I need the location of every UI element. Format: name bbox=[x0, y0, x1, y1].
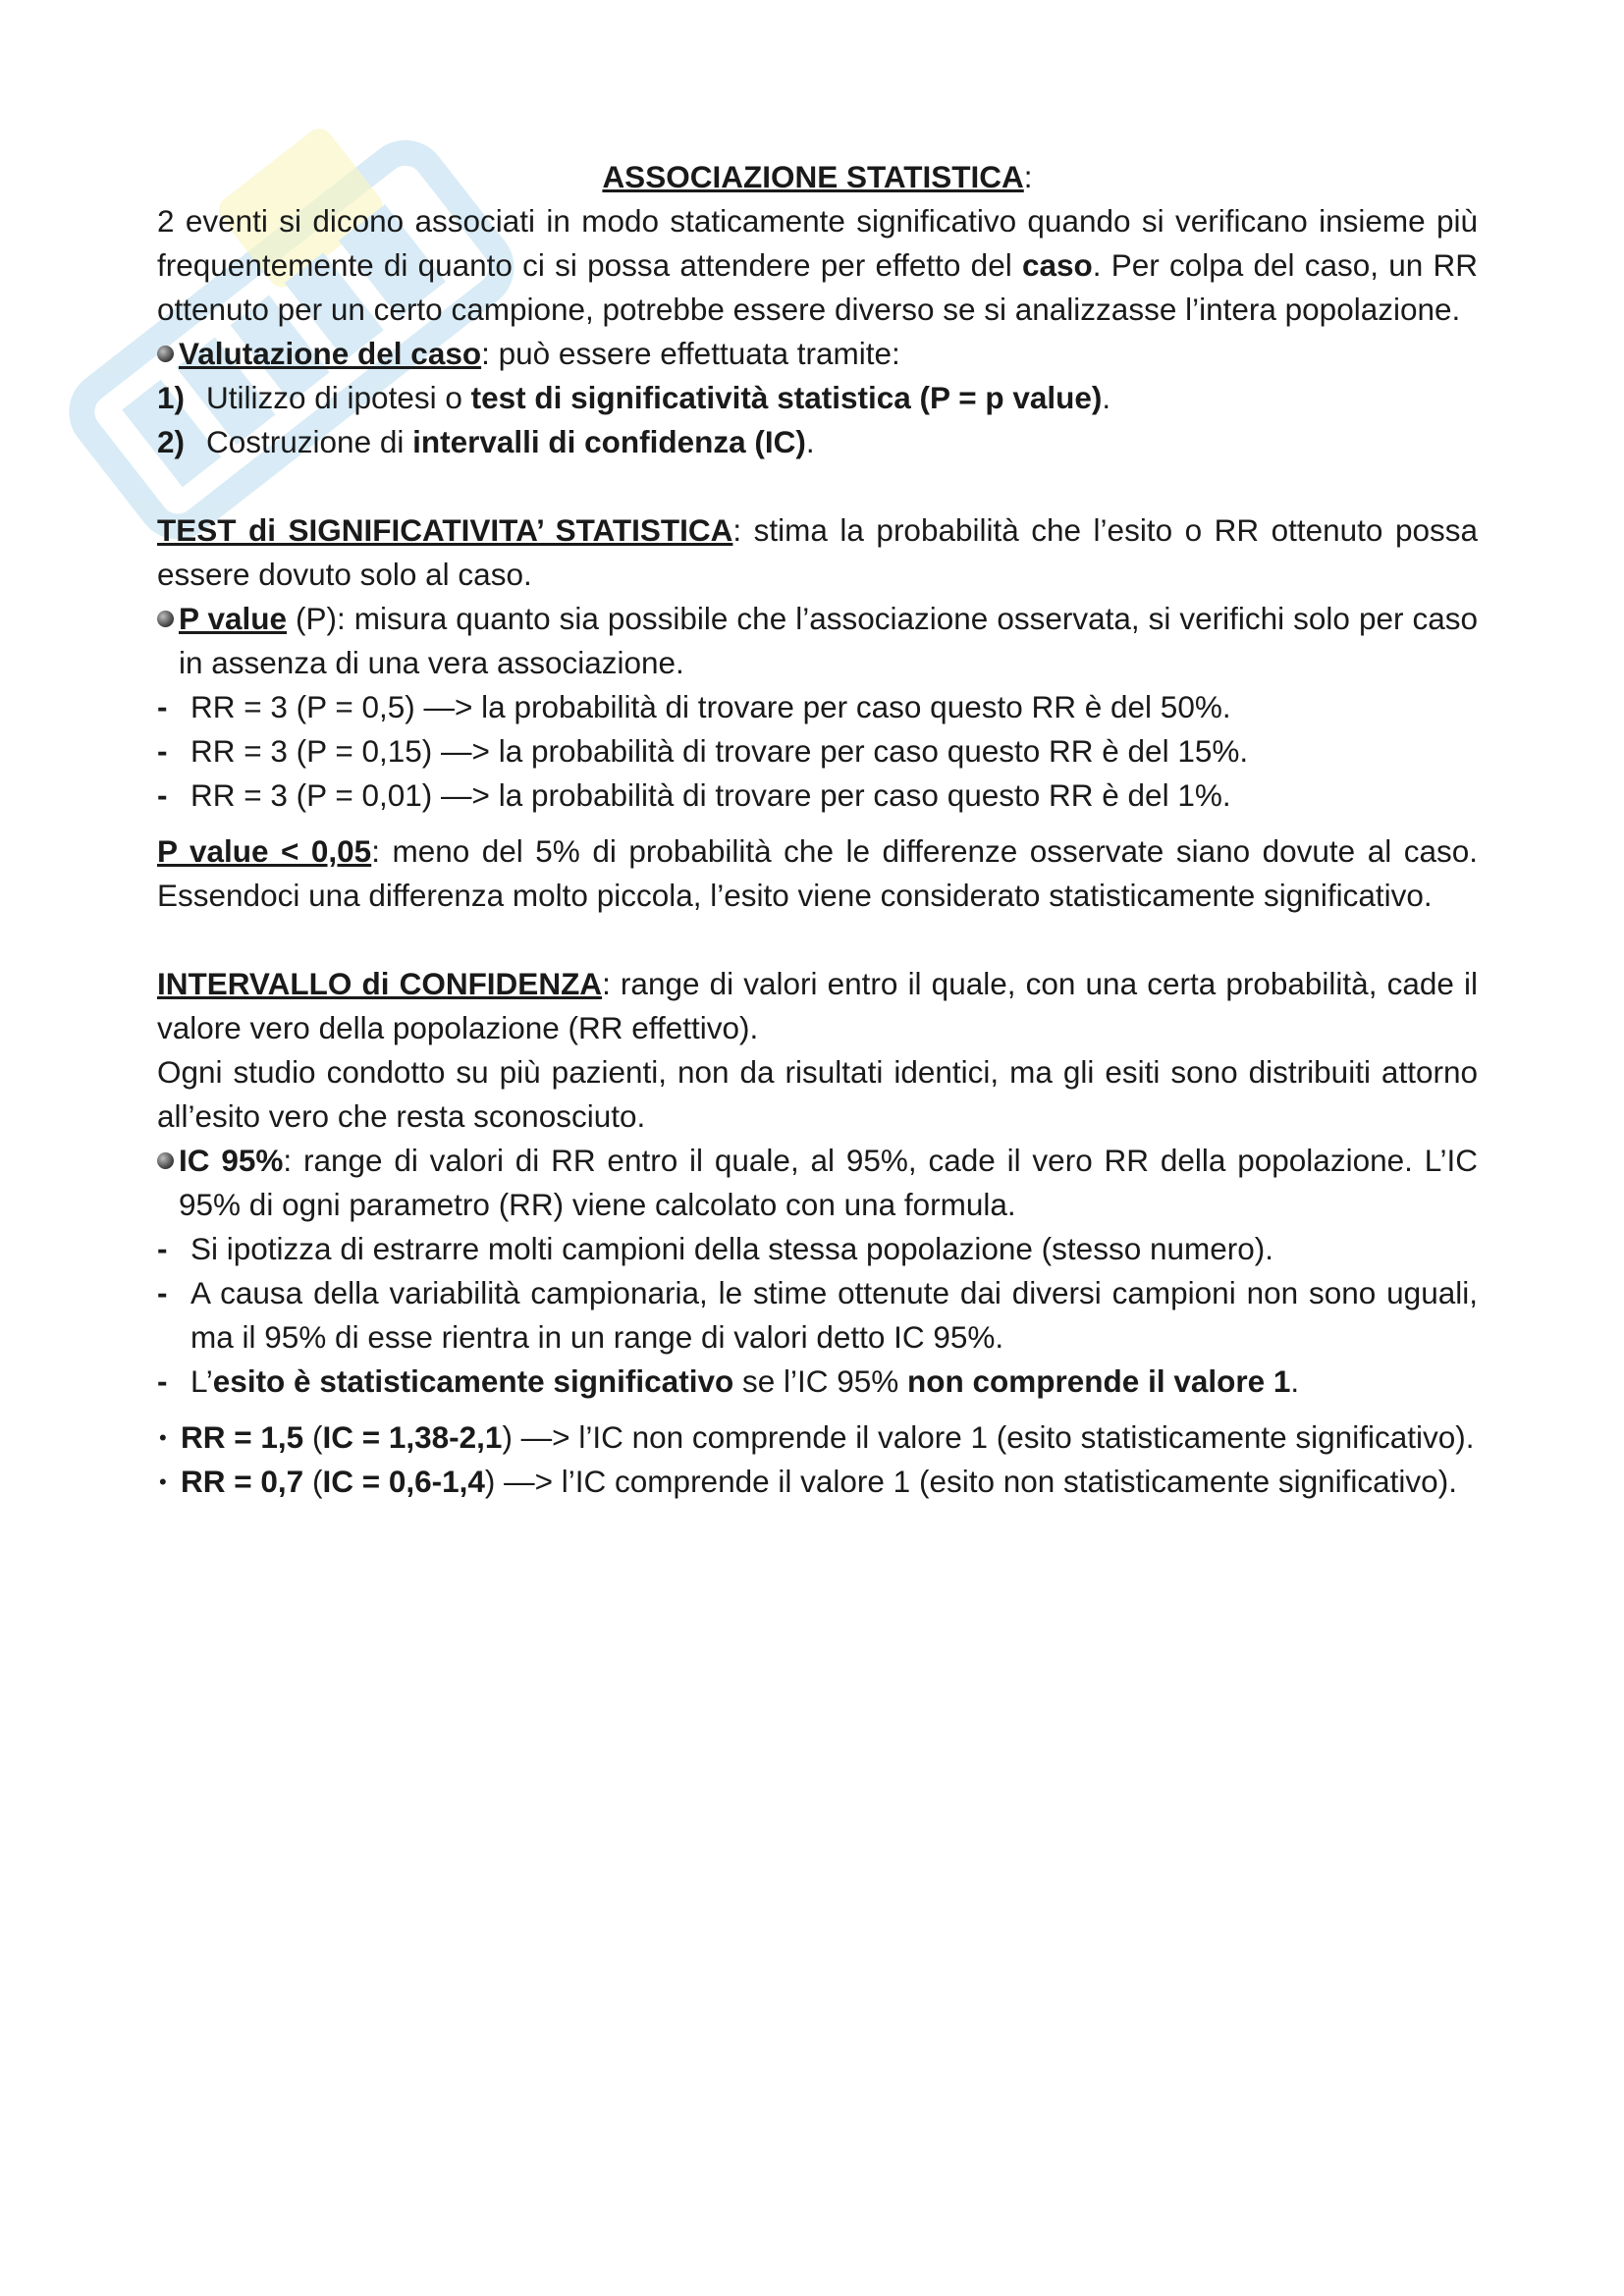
pvalue-threshold-text: : meno del 5% di probabilità che le differenze osservate siano dovute al caso. Essendoci una differenza molto piccola, l’esito viene considerato statisticamente significativo. bbox=[157, 833, 1479, 913]
ic-text: : range di valori entro il quale, con una certa probabilità, cade il valore vero della popolazione (RR effettivo). bbox=[157, 966, 1478, 1045]
number-1: 1) bbox=[157, 380, 186, 415]
ic-dash-3-c: se l’IC 95% bbox=[733, 1363, 908, 1399]
dash-marker: - bbox=[157, 689, 168, 724]
numbered-item-2 bbox=[157, 420, 1478, 464]
ic-dash-text-2: A causa della variabilità campionaria, le stime ottenute dai diversi campioni non sono uguali, ma il 95% di esse rientra in un range di valori detto IC 95%. bbox=[190, 1275, 1478, 1355]
item-2-c: . bbox=[805, 424, 815, 459]
item-2-b: intervalli di confidenza (IC) bbox=[412, 424, 806, 459]
pvalue-label: P value bbox=[179, 601, 287, 636]
ic-dash-3-d: non comprende il valore 1 bbox=[907, 1363, 1291, 1399]
item-1-a: Utilizzo di ipotesi o bbox=[206, 380, 471, 415]
example-2-ic: IC = 0,6-1,4 bbox=[322, 1464, 485, 1499]
assoc-intro bbox=[157, 199, 1478, 332]
dash-marker: - bbox=[157, 777, 168, 813]
example-1-ic: IC = 1,38-2,1 bbox=[322, 1419, 503, 1455]
valutazione-text: : può essere effettuata tramite: bbox=[481, 336, 900, 371]
item-1-b: test di significatività statistica (P = p value) bbox=[470, 380, 1103, 415]
assoc-heading: ASSOCIAZIONE STATISTICA bbox=[602, 159, 1024, 194]
assoc-intro-a: 2 eventi si dicono associati in modo staticamente significativo quando si verificano insieme più frequentemente di quanto ci si possa attendere per effetto del bbox=[157, 203, 1478, 283]
example-item-1 bbox=[157, 1415, 1478, 1460]
test-dash-item-2 bbox=[157, 729, 1478, 774]
test-dash-item-3 bbox=[157, 774, 1478, 818]
test-heading: TEST di SIGNIFICATIVITA’ STATISTICA bbox=[157, 512, 733, 548]
pvalue-text: (P): misura quanto sia possibile che l’associazione osservata, si verifichi solo per caso in assenza di una vera associazione. bbox=[179, 601, 1479, 680]
example-1-rr: RR = 1,5 bbox=[181, 1419, 304, 1455]
test-dash-item-1 bbox=[157, 685, 1478, 729]
numbered-item-1 bbox=[157, 376, 1478, 420]
pvalue-bullet bbox=[157, 597, 1478, 685]
ic-dash-item-1 bbox=[157, 1227, 1478, 1271]
ic95-bullet bbox=[157, 1139, 1478, 1227]
dash-marker: - bbox=[157, 1275, 168, 1310]
ic-paragraph-2 bbox=[157, 1050, 1478, 1139]
dash-marker: - bbox=[157, 1231, 168, 1266]
assoc-intro-c: . Per colpa del caso, un RR ottenuto per un certo campione, potrebbe essere diverso se si analizzasse l’intera popolazione. bbox=[157, 247, 1479, 327]
assoc-intro-b: caso bbox=[1021, 247, 1093, 283]
valutazione-label: Valutazione del caso bbox=[179, 336, 482, 371]
bullet-dot-icon bbox=[157, 346, 174, 362]
test-paragraph bbox=[157, 508, 1478, 597]
bullet-dot-icon bbox=[157, 1152, 174, 1169]
ic-dash-item-2 bbox=[157, 1271, 1478, 1360]
ic-paragraph bbox=[157, 962, 1478, 1050]
example-1-text: ) —> l’IC non comprende il valore 1 (esito statisticamente significativo). bbox=[502, 1419, 1475, 1455]
ic-heading: INTERVALLO di CONFIDENZA bbox=[157, 966, 603, 1001]
pvalue-threshold-paragraph bbox=[157, 829, 1478, 918]
test-text: : stima la probabilità che l’esito o RR ottenuto possa essere dovuto solo al caso. bbox=[157, 512, 1478, 592]
example-1-paren: ( bbox=[303, 1419, 323, 1455]
document-body bbox=[157, 155, 1478, 1504]
dash-marker: - bbox=[157, 733, 168, 769]
example-2-text: ) —> l’IC comprende il valore 1 (esito non statisticamente significativo). bbox=[484, 1464, 1457, 1499]
ic-dash-3-b: esito è statisticamente significativo bbox=[212, 1363, 734, 1399]
bullet-dot-icon bbox=[157, 611, 174, 627]
example-2-rr: RR = 0,7 bbox=[181, 1464, 304, 1499]
test-dash-text-3: RR = 3 (P = 0,01) —> la probabilità di trovare per caso questo RR è del 1%. bbox=[190, 777, 1231, 813]
item-2-a: Costruzione di bbox=[206, 424, 413, 459]
valutazione-bullet bbox=[157, 332, 1478, 376]
ic-dash-item-3 bbox=[157, 1360, 1478, 1404]
assoc-title bbox=[157, 155, 1478, 199]
ic-text-2: Ogni studio condotto su più pazienti, non da risultati identici, ma gli esiti sono distribuiti attorno all’esito vero che resta sconosciuto. bbox=[157, 1054, 1478, 1134]
item-1-c: . bbox=[1102, 380, 1111, 415]
test-dash-text-2: RR = 3 (P = 0,15) —> la probabilità di trovare per caso questo RR è del 15%. bbox=[190, 733, 1249, 769]
small-bullet: • bbox=[159, 1425, 167, 1450]
number-2: 2) bbox=[157, 424, 186, 459]
ic-dash-text-1: Si ipotizza di estrarre molti campioni della stessa popolazione (stesso numero). bbox=[190, 1231, 1274, 1266]
ic-dash-3-e: . bbox=[1290, 1363, 1300, 1399]
ic95-text: : range di valori di RR entro il quale, al 95%, cade il vero RR della popolazione. L’IC 95% di ogni parametro (RR) viene calcolato con una formula. bbox=[179, 1143, 1478, 1222]
assoc-heading-colon: : bbox=[1023, 159, 1033, 194]
example-2-paren: ( bbox=[303, 1464, 323, 1499]
test-dash-text-1: RR = 3 (P = 0,5) —> la probabilità di trovare per caso questo RR è del 50%. bbox=[190, 689, 1231, 724]
small-bullet: • bbox=[159, 1469, 167, 1494]
dash-marker: - bbox=[157, 1363, 168, 1399]
ic95-label: IC 95% bbox=[179, 1143, 284, 1178]
example-item-2 bbox=[157, 1460, 1478, 1504]
ic-dash-3-a: L’ bbox=[190, 1363, 213, 1399]
pvalue-threshold-label: P value < 0,05 bbox=[157, 833, 372, 869]
